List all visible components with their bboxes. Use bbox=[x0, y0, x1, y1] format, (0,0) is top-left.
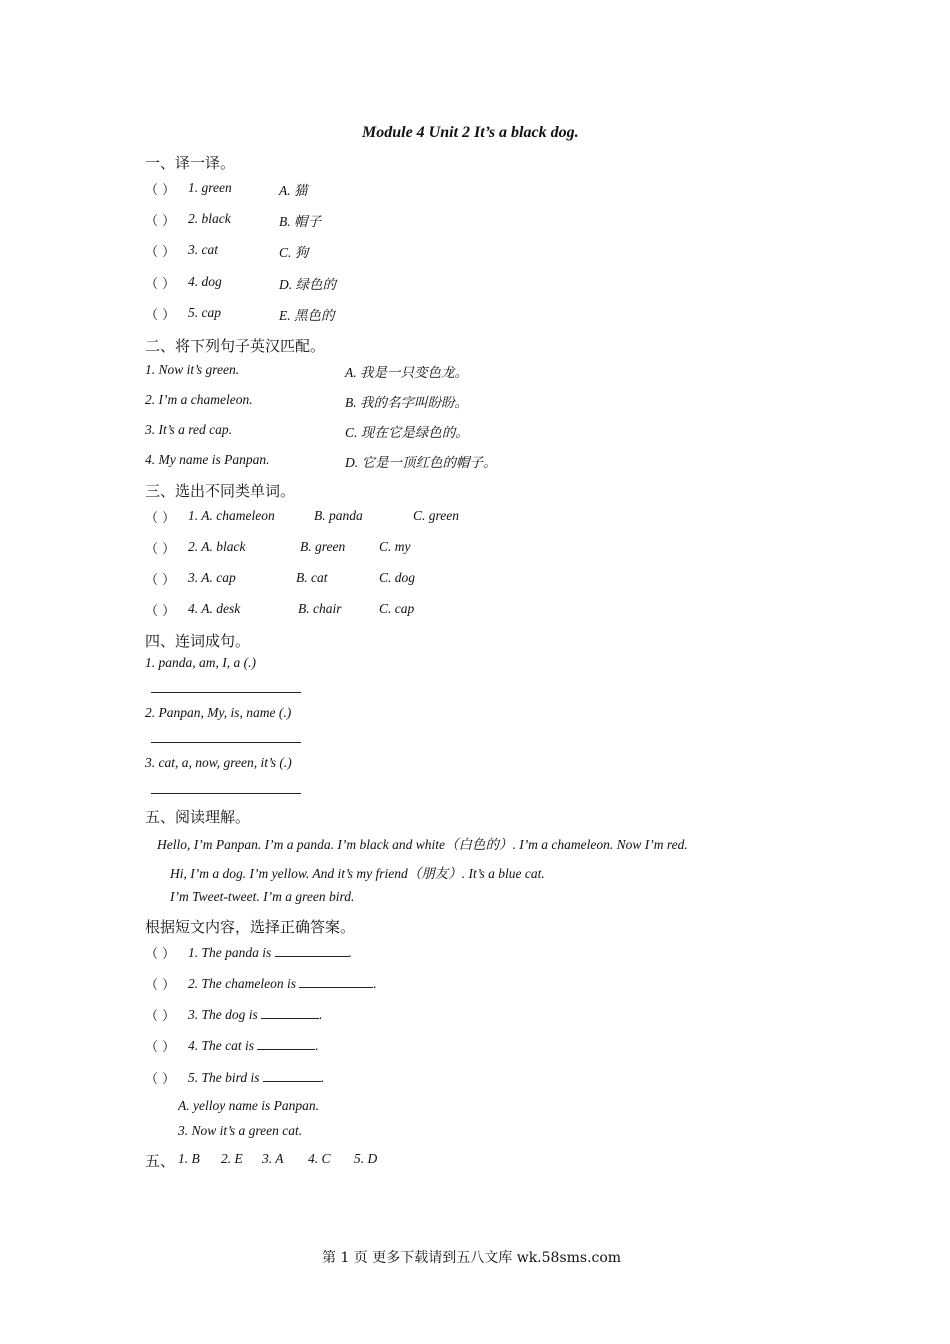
passage-line: Hello, I’m Panpan. I’m a panda. I’m black and white（白色的）. I’m a chameleon. Now I’m red. bbox=[157, 837, 688, 852]
section1-item-zh: E. 黑色的 bbox=[279, 308, 335, 323]
section1-item-en: 2. black bbox=[188, 211, 231, 226]
answer-value: 5. D bbox=[354, 1151, 378, 1166]
question bbox=[188, 1037, 319, 1054]
question-blank[interactable] bbox=[257, 1037, 315, 1050]
section3-heading: 三、选出不同类单词。 bbox=[145, 482, 296, 500]
scrambled-words: 3. cat, a, now, green, it’s (.) bbox=[145, 755, 292, 770]
answer-value: 4. C bbox=[308, 1151, 331, 1166]
question bbox=[188, 1006, 323, 1023]
question-blank[interactable] bbox=[299, 975, 373, 988]
section1-item-en: 3. cat bbox=[188, 242, 218, 257]
section2-item-zh: C. 现在它是绿色的。 bbox=[345, 425, 469, 440]
option-b: B. panda bbox=[314, 508, 363, 523]
section1-item-zh: B. 帽子 bbox=[279, 214, 321, 229]
question bbox=[188, 975, 377, 992]
question-blank[interactable] bbox=[275, 944, 349, 957]
question bbox=[188, 944, 352, 961]
answer-paren: （ ） bbox=[145, 542, 176, 557]
answer-paren: （ ） bbox=[145, 277, 176, 292]
answer-paren: （ ） bbox=[145, 978, 176, 993]
question-end: . bbox=[373, 976, 377, 991]
instruction: 根据短文内容，选择正确答案。 bbox=[145, 918, 356, 936]
passage-line: I’m Tweet-tweet. I’m a green bird. bbox=[170, 889, 355, 904]
option-b: B. cat bbox=[296, 570, 328, 585]
question-text: 2. The chameleon is bbox=[188, 976, 296, 991]
question-text: 4. The cat is bbox=[188, 1038, 254, 1053]
scrambled-words: 1. panda, am, I, a (.) bbox=[145, 655, 256, 670]
section2-item-en: 2. I’m a chameleon. bbox=[145, 392, 253, 407]
section2-heading: 二、将下列句子英汉匹配。 bbox=[145, 337, 326, 355]
option-a: 3. A. cap bbox=[188, 570, 236, 585]
section1-item-en: 1. green bbox=[188, 180, 232, 195]
answer-paren: （ ） bbox=[145, 214, 176, 229]
option-a: 2. A. black bbox=[188, 539, 246, 554]
section4-heading: 四、连词成句。 bbox=[145, 632, 251, 650]
answer-line[interactable] bbox=[151, 793, 301, 794]
section1-item-zh: A. 猫 bbox=[279, 183, 308, 198]
section1-item-zh: D. 绿色的 bbox=[279, 277, 336, 292]
answer-paren: （ ） bbox=[145, 604, 176, 619]
section2-item-en: 3. It’s a red cap. bbox=[145, 422, 232, 437]
scrambled-words: 2. Panpan, My, is, name (.) bbox=[145, 705, 292, 720]
answer-paren: （ ） bbox=[145, 573, 176, 588]
option-b: B. green bbox=[300, 539, 346, 554]
section2-item-zh: D. 它是一顶红色的帽子。 bbox=[345, 455, 497, 470]
page-footer: 第 1 页 更多下载请到五八文库 wk.58sms.com bbox=[322, 1250, 622, 1266]
answer-paren: （ ） bbox=[145, 308, 176, 323]
page-title: Module 4 Unit 2 It’s a black dog. bbox=[362, 124, 579, 141]
option-c: C. green bbox=[413, 508, 459, 523]
question-end: . bbox=[319, 1007, 323, 1022]
answer-line[interactable] bbox=[151, 742, 301, 743]
section5-heading: 五、阅读理解。 bbox=[145, 808, 251, 826]
option-a: 4. A. desk bbox=[188, 601, 241, 616]
answer-line[interactable] bbox=[151, 692, 301, 693]
option-c: C. cap bbox=[379, 601, 415, 616]
section1-item-zh: C. 狗 bbox=[279, 245, 309, 260]
answer-value: 1. B bbox=[178, 1151, 200, 1166]
option-b: B. chair bbox=[298, 601, 342, 616]
question-end: . bbox=[348, 945, 353, 960]
answer-paren: （ ） bbox=[145, 511, 176, 526]
answer-paren: （ ） bbox=[145, 1040, 176, 1055]
section2-item-en: 1. Now it’s green. bbox=[145, 362, 240, 377]
section2-item-en: 4. My name is Panpan. bbox=[145, 452, 270, 467]
answer-paren: （ ） bbox=[145, 183, 176, 198]
answer-paren: （ ） bbox=[145, 1009, 176, 1024]
section1-item-en: 5. cap bbox=[188, 305, 221, 320]
question-blank[interactable] bbox=[263, 1069, 321, 1082]
answers-label: 五、 bbox=[145, 1152, 176, 1170]
section1-item-en: 4. dog bbox=[188, 274, 222, 289]
section2-item-zh: A. 我是一只变色龙。 bbox=[345, 365, 468, 380]
question-text: 3. The dog is bbox=[188, 1007, 258, 1022]
section1-heading: 一、译一译。 bbox=[145, 154, 236, 172]
question-blank[interactable] bbox=[261, 1006, 319, 1019]
option-c: C. my bbox=[379, 539, 411, 554]
option-line: 3. Now it’s a green cat. bbox=[178, 1123, 303, 1138]
option-line: A. yelloy name is Panpan. bbox=[178, 1098, 319, 1113]
question bbox=[188, 1069, 324, 1086]
option-a: 1. A. chameleon bbox=[188, 508, 275, 523]
question-text: 5. The bird is bbox=[188, 1070, 260, 1085]
answer-paren: （ ） bbox=[145, 1072, 176, 1087]
question-end: . bbox=[320, 1070, 325, 1085]
question-text: 1. The panda is bbox=[188, 945, 272, 960]
answer-value: 2. E bbox=[221, 1151, 243, 1166]
answer-paren: （ ） bbox=[145, 245, 176, 260]
answer-value: 3. A bbox=[262, 1151, 284, 1166]
passage-line: Hi, I’m a dog. I’m yellow. And it’s my friend（朋友）. It’s a blue cat. bbox=[170, 866, 545, 881]
section2-item-zh: B. 我的名字叫盼盼。 bbox=[345, 395, 468, 410]
option-c: C. dog bbox=[379, 570, 416, 585]
answer-paren: （ ） bbox=[145, 947, 176, 962]
question-end: . bbox=[315, 1038, 319, 1053]
